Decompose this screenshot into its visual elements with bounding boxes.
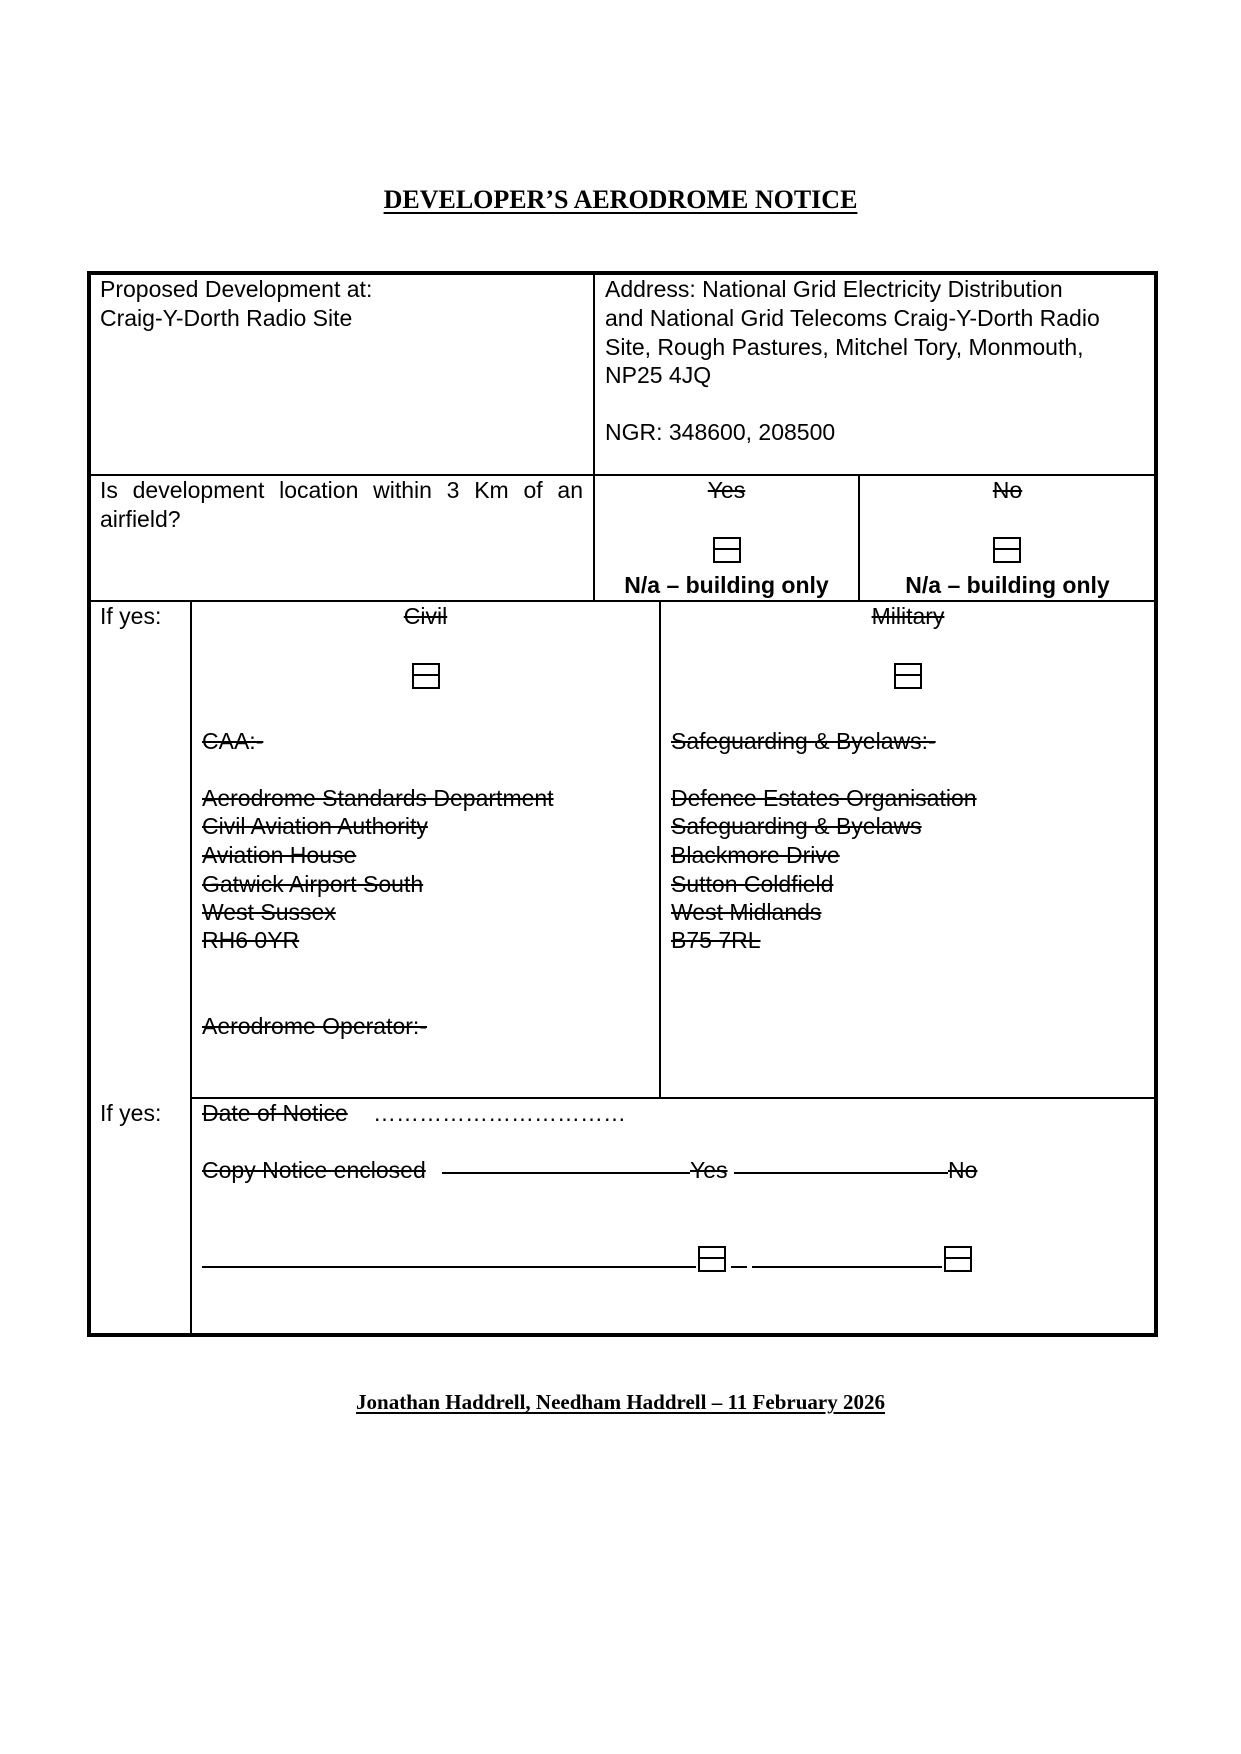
date-of-notice-label: Date of Notice (202, 1100, 348, 1126)
yes-label: Yes (707, 477, 746, 503)
military-address-line: Defence Estates Organisation (671, 785, 977, 811)
military-address-line: Sutton Coldfield (671, 871, 834, 897)
proposed-label: Proposed Development at: (100, 276, 373, 302)
military-checkbox[interactable] (894, 663, 922, 689)
footer-author-date: Jonathan Haddrell, Needham Haddrell – 11 February 2026 (356, 1390, 885, 1414)
copy-no-label: No (948, 1157, 978, 1183)
military-address-line: Safeguarding & Byelaws (671, 813, 922, 839)
address-line-3: Site, Rough Pastures, Mitchel Tory, Monmouth, (605, 334, 1084, 360)
if-yes-label: If yes: (100, 603, 162, 629)
civil-address-line: Aviation House (202, 842, 357, 868)
civil-address-line: West Sussex (202, 899, 336, 925)
page-title: DEVELOPER’S AERODROME NOTICE (383, 185, 858, 214)
yes-note: N/a – building only (624, 572, 829, 598)
copy-yes-label: Yes (690, 1157, 728, 1183)
copy-no-checkbox[interactable] (944, 1246, 972, 1272)
no-label: No (992, 477, 1023, 503)
military-heading: Military (871, 603, 945, 629)
military-address-line: Blackmore Drive (671, 842, 840, 868)
safeguarding-label: Safeguarding & Byelaws:- (671, 728, 936, 754)
ngr-reference: NGR: 348600, 208500 (605, 419, 836, 445)
date-of-notice-field[interactable]: …………………………… (373, 1100, 626, 1126)
address-line-1: Address: National Grid Electricity Distribution (605, 276, 1063, 302)
if-yes-label: If yes: (100, 1100, 162, 1126)
caa-label: CAA:- (202, 728, 264, 754)
copy-yes-checkbox[interactable] (698, 1246, 726, 1272)
address-line-4: NP25 4JQ (605, 362, 712, 388)
civil-address-line: Gatwick Airport South (202, 871, 424, 897)
no-checkbox[interactable] (993, 537, 1021, 563)
question-line-1: Is development location within 3 Km of an (100, 477, 583, 503)
yes-checkbox[interactable] (713, 537, 741, 563)
address-line-2: and National Grid Telecoms Craig-Y-Dorth Radio (605, 305, 1100, 331)
civil-address-line: RH6 0YR (202, 927, 300, 953)
civil-address-line: Civil Aviation Authority (202, 813, 428, 839)
no-note: N/a – building only (905, 572, 1110, 598)
signature-line (202, 1266, 696, 1268)
proposed-site: Craig-Y-Dorth Radio Site (100, 305, 353, 331)
question-line-2: airfield? (100, 506, 181, 532)
military-address-line: West Midlands (671, 899, 822, 925)
aerodrome-operator-label: Aerodrome Operator:- (202, 1013, 427, 1039)
civil-checkbox[interactable] (412, 663, 440, 689)
civil-heading: Civil (403, 603, 448, 629)
copy-notice-label: Copy Notice enclosed (202, 1157, 426, 1183)
military-address-line: B75 7RL (671, 927, 761, 953)
civil-address-line: Aerodrome Standards Department (202, 785, 554, 811)
